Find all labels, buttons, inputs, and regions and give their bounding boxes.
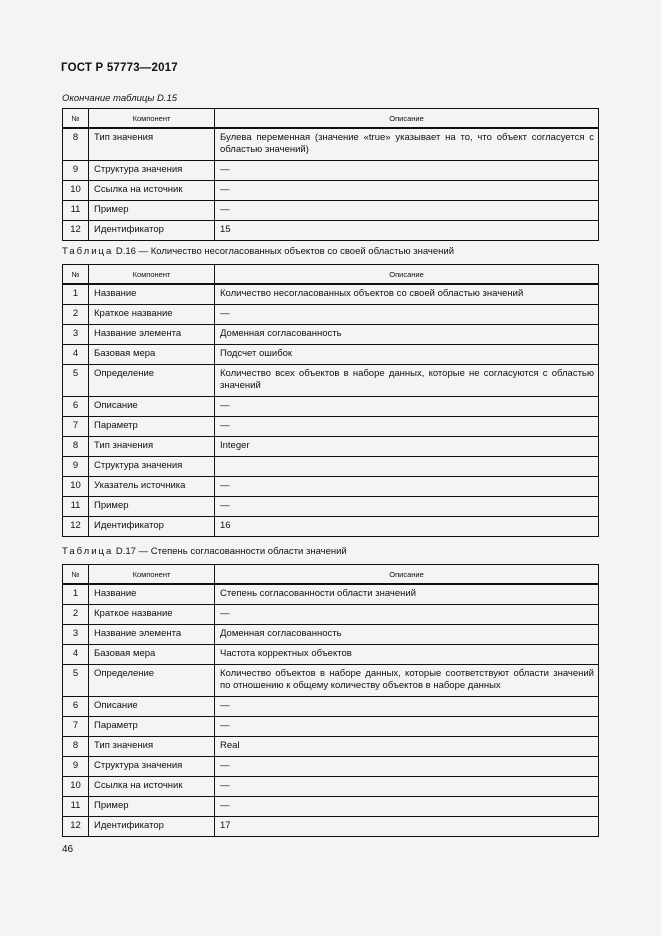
row-component: Определение (89, 364, 215, 396)
row-number: 3 (63, 624, 89, 644)
row-description: Количество несогласованных объектов со своей областью значений (215, 284, 599, 304)
row-number: 9 (63, 456, 89, 476)
col-header-number: № (63, 109, 89, 129)
table-row (63, 816, 599, 836)
row-number: 5 (63, 664, 89, 696)
row-component: Пример (89, 796, 215, 816)
row-description: — (215, 180, 599, 200)
table-row (63, 200, 599, 220)
row-component: Пример (89, 200, 215, 220)
table-row (63, 304, 599, 324)
row-number: 3 (63, 324, 89, 344)
row-number: 6 (63, 396, 89, 416)
col-header-component: Компонент (89, 265, 215, 285)
row-number: 10 (63, 776, 89, 796)
table-row (63, 716, 599, 736)
row-component: Базовая мера (89, 344, 215, 364)
row-number: 5 (63, 364, 89, 396)
row-number: 8 (63, 436, 89, 456)
row-component: Ссылка на источник (89, 776, 215, 796)
table17-caption (62, 546, 347, 557)
table17-caption-prefix: Таблица (62, 546, 114, 557)
row-component: Параметр (89, 416, 215, 436)
table-row (63, 220, 599, 240)
row-component: Название (89, 284, 215, 304)
table-row (63, 456, 599, 476)
row-description: Степень согласованности области значений (215, 584, 599, 604)
row-description: Количество объектов в наборе данных, которые соответствуют области значений по отношению к общему количеству объектов в наборе данных (215, 664, 599, 696)
table15-caption: Окончание таблицы D.15 (62, 93, 178, 104)
row-component: Описание (89, 696, 215, 716)
row-description: 16 (215, 516, 599, 536)
col-header-number: № (63, 265, 89, 285)
row-component: Структура значения (89, 456, 215, 476)
row-number: 12 (63, 816, 89, 836)
row-number: 11 (63, 200, 89, 220)
row-number: 1 (63, 584, 89, 604)
row-component: Ссылка на источник (89, 180, 215, 200)
table-row (63, 796, 599, 816)
row-number: 11 (63, 796, 89, 816)
row-component: Указатель источника (89, 476, 215, 496)
table-row (63, 624, 599, 644)
row-component: Название элемента (89, 324, 215, 344)
table-row (63, 364, 599, 396)
row-number: 11 (63, 496, 89, 516)
row-description: 15 (215, 220, 599, 240)
row-description: — (215, 476, 599, 496)
page-number: 46 (62, 844, 74, 855)
row-number: 6 (63, 696, 89, 716)
row-description: Количество всех объектов в наборе данных, которые не согласуются с областью значений (215, 364, 599, 396)
table-row (63, 344, 599, 364)
document-header: ГОСТ Р 57773—2017 (61, 62, 178, 74)
table-row (63, 396, 599, 416)
row-component: Идентификатор (89, 816, 215, 836)
table-row (63, 664, 599, 696)
row-number: 9 (63, 160, 89, 180)
table-row (63, 416, 599, 436)
row-component: Определение (89, 664, 215, 696)
row-component: Пример (89, 496, 215, 516)
row-component: Тип значения (89, 736, 215, 756)
col-header-component: Компонент (89, 565, 215, 585)
row-description: Доменная согласованность (215, 324, 599, 344)
row-number: 2 (63, 604, 89, 624)
row-number: 8 (63, 128, 89, 160)
row-description: — (215, 304, 599, 324)
row-component: Базовая мера (89, 644, 215, 664)
row-description: — (215, 716, 599, 736)
table17-caption-text: D.17 — Степень согласованности области значений (115, 546, 347, 557)
row-number: 10 (63, 180, 89, 200)
row-description: Частота корректных объектов (215, 644, 599, 664)
table-row (63, 736, 599, 756)
table-row (63, 584, 599, 604)
row-component: Тип значения (89, 128, 215, 160)
row-component: Название элемента (89, 624, 215, 644)
row-description: Доменная согласованность (215, 624, 599, 644)
row-description: — (215, 696, 599, 716)
table-row (63, 776, 599, 796)
row-description: — (215, 160, 599, 180)
row-number: 8 (63, 736, 89, 756)
row-component: Параметр (89, 716, 215, 736)
table-row (63, 160, 599, 180)
row-component: Структура значения (89, 160, 215, 180)
row-number: 12 (63, 516, 89, 536)
col-header-number: № (63, 565, 89, 585)
row-component: Тип значения (89, 436, 215, 456)
table-row (63, 128, 599, 160)
table-row (63, 284, 599, 304)
table-row (63, 516, 599, 536)
row-component: Идентификатор (89, 220, 215, 240)
row-component: Краткое название (89, 304, 215, 324)
row-description: — (215, 756, 599, 776)
row-description: Integer (215, 436, 599, 456)
row-number: 7 (63, 416, 89, 436)
row-description (215, 456, 599, 476)
table-row (63, 696, 599, 716)
col-header-component: Компонент (89, 109, 215, 129)
table-row (63, 180, 599, 200)
table-row (63, 604, 599, 624)
row-number: 4 (63, 644, 89, 664)
table-row (63, 756, 599, 776)
row-component: Структура значения (89, 756, 215, 776)
row-number: 12 (63, 220, 89, 240)
row-component: Описание (89, 396, 215, 416)
row-component: Название (89, 584, 215, 604)
col-header-description: Описание (215, 265, 599, 285)
row-description: — (215, 604, 599, 624)
row-description: — (215, 796, 599, 816)
row-number: 2 (63, 304, 89, 324)
table16-caption (62, 246, 454, 257)
col-header-description: Описание (215, 565, 599, 585)
row-description: — (215, 396, 599, 416)
row-number: 10 (63, 476, 89, 496)
table-d15 (62, 108, 599, 241)
row-description: — (215, 776, 599, 796)
table-d17 (62, 564, 599, 837)
table-row (63, 436, 599, 456)
row-number: 7 (63, 716, 89, 736)
row-description: 17 (215, 816, 599, 836)
row-description: Подсчет ошибок (215, 344, 599, 364)
table-row (63, 644, 599, 664)
row-description: Real (215, 736, 599, 756)
row-description: — (215, 416, 599, 436)
row-component: Идентификатор (89, 516, 215, 536)
col-header-description: Описание (215, 109, 599, 129)
table-row (63, 476, 599, 496)
row-number: 9 (63, 756, 89, 776)
row-description: — (215, 496, 599, 516)
row-component: Краткое название (89, 604, 215, 624)
row-description: Булева переменная (значение «true» указывает на то, что объект согласуется с областью значений) (215, 128, 599, 160)
row-number: 4 (63, 344, 89, 364)
row-description: — (215, 200, 599, 220)
table16-caption-prefix: Таблица (62, 246, 114, 257)
table16-caption-text: D.16 — Количество несогласованных объектов со своей областью значений (115, 246, 455, 257)
row-number: 1 (63, 284, 89, 304)
table-row (63, 324, 599, 344)
table-row (63, 496, 599, 516)
table-d16 (62, 264, 599, 537)
